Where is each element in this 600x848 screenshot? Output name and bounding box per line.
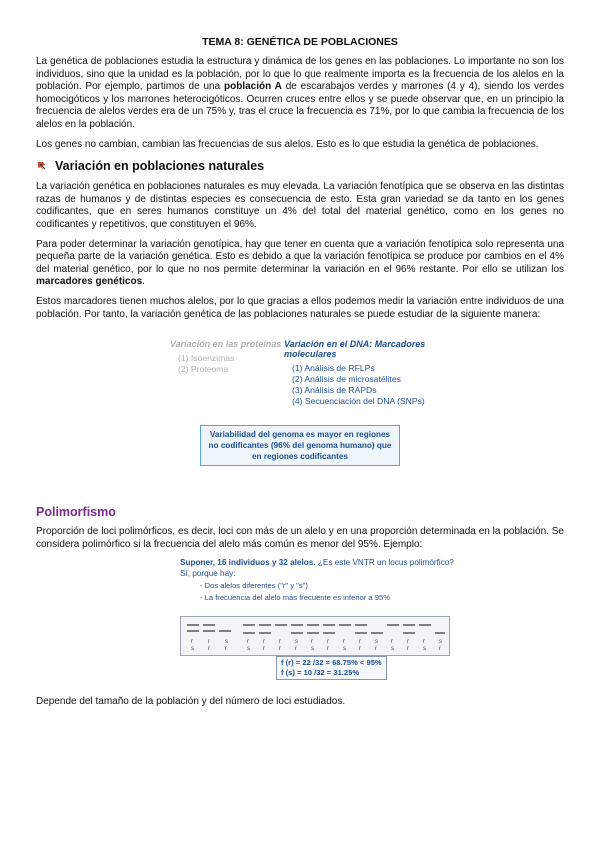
svg-text:r: r: [375, 646, 377, 653]
svg-text:s: s: [391, 646, 394, 653]
closing-paragraph: Depende del tamaño de la población y del número de loci estudiados.: [36, 696, 346, 708]
section-heading: Variación en poblaciones naturales: [36, 159, 564, 173]
svg-text:r: r: [279, 646, 281, 653]
genome-variability-box: Variabilidad del genoma es mayor en regiones no codificantes (96% del genoma humano) que en regiones codificantes: [200, 425, 400, 466]
variation-methods-figure: [158, 339, 458, 479]
svg-text:r: r: [327, 639, 329, 646]
page-title: TEMA 8: GENÉTICA DE POBLACIONES: [202, 36, 398, 48]
svg-text:s: s: [311, 646, 314, 653]
svg-text:r: r: [225, 646, 227, 653]
document-page: [36, 36, 564, 716]
dna-marker-item: (1) Análisis de RFLPs: [292, 363, 375, 374]
example-question: Suponer, 16 individuos y 32 alelos. ¿Es este VNTR un locus polimórfico?: [180, 558, 454, 568]
svg-text:s: s: [225, 639, 228, 646]
svg-text:s: s: [343, 646, 346, 653]
dna-variation-column: [284, 339, 458, 407]
markers-intro-paragraph: Para poder determinar la variación genotípica, hay que tener en cuenta que a variación fenotípica solo representa una pequeña parte de la variación genética. Esto es debido a que la variación fenotípica se produce por cambios en el 4% del material genético, por lo que no nos permite determinar la variación en el 96% restante. Por ello se utilizan los marcadores genéticos.: [36, 238, 564, 288]
protein-item: (1) Isoenzimas: [178, 353, 235, 364]
polymorphism-heading: Polimorfismo: [36, 505, 116, 520]
protein-item: (2) Proteoma: [178, 364, 229, 375]
dna-variation-heading: Variación en el DNA: Marcadores moleculares: [284, 339, 426, 360]
svg-text:r: r: [391, 639, 393, 646]
dna-marker-item: (3) Análisis de RAPDs: [292, 385, 377, 396]
svg-text:r: r: [208, 639, 210, 646]
svg-text:r: r: [439, 646, 441, 653]
svg-text:r: r: [279, 639, 281, 646]
svg-text:r: r: [359, 639, 361, 646]
svg-text:r: r: [208, 646, 210, 653]
example-bullet: - Dos alelos diferentes ("r" y "s"): [200, 581, 308, 591]
svg-text:r: r: [263, 639, 265, 646]
svg-text:s: s: [295, 639, 298, 646]
svg-text:r: r: [263, 646, 265, 653]
svg-text:s: s: [423, 646, 426, 653]
frequency-s: f (s) = 10 /32 = 31.25%: [281, 668, 360, 678]
example-answer: Sí, porque hay:: [180, 569, 236, 579]
polymorphism-example-figure: [180, 558, 454, 678]
protein-variation-heading: Variación en las proteínas: [170, 339, 282, 350]
protein-variation-column: [170, 339, 281, 375]
variation-paragraph: La variación genética en poblaciones naturales es muy elevada. La variación fenotípica que se observa en las distintas razas de humanos y de distintas especies es consecuencia de esto. Esta gran variedad se da tanto en los genes codificantes, que en seres humanos constituye un 4% del total del material genético, como en los genes no codificantes y repetitivos, que constituyen el 96%.: [36, 181, 564, 230]
example-bullet: - La frecuencia del alelo más frecuente es inferior a 95%: [200, 593, 390, 603]
svg-text:s: s: [439, 639, 442, 646]
svg-text:r: r: [423, 639, 425, 646]
svg-text:s: s: [375, 639, 378, 646]
markers-paragraph: Estos marcadores tienen muchos alelos, por lo que gracias a ellos podemos medir la variación entre individuos de una población. Por tanto, la variación genética de las poblaciones naturales se puede estudiar de la siguiente manera:: [36, 295, 564, 320]
svg-text:r: r: [191, 639, 193, 646]
svg-text:r: r: [343, 639, 345, 646]
svg-text:r: r: [407, 646, 409, 653]
allele-bands: [181, 617, 449, 655]
svg-text:r: r: [359, 646, 361, 653]
dna-marker-item: (4) Secuenciación del DNA (SNPs): [292, 396, 425, 407]
dna-marker-item: (2) Análisis de microsatélites: [292, 374, 401, 385]
svg-text:r: r: [327, 646, 329, 653]
frequency-box: [276, 656, 387, 680]
intro-paragraph: La genética de poblaciones estudia la estructura y dinámica de los genes en las poblaciones. Lo importante no son los individuos, sino que la unidad es la población, por lo que lo que realmente importa es la frecuencia de los alelos en la población. Por ejemplo, partimos de una población A de escarabajos verdes y marrones (4 y 4), siendo los verdes homocigóticos y los marrones heterocigóticos. Ocurren cruces entre ellos y se puede observar que, en un principio la frecuencia de alelos verdes era de un 75% y, tras el cruce la frecuencia es 71%, por lo que cambia la frecuencia de los alelos en la población.: [36, 56, 564, 130]
genes-paragraph: Los genes no cambian, cambian las frecuencias de sus alelos. Esto es lo que estudia la genética de poblaciones.: [36, 138, 539, 150]
frequency-r: f (r) = 22 /32 = 68.75% < 95%: [281, 658, 382, 668]
svg-text:r: r: [407, 639, 409, 646]
svg-text:r: r: [295, 646, 297, 653]
svg-text:r: r: [247, 639, 249, 646]
svg-text:r: r: [311, 639, 313, 646]
polymorphism-paragraph: Proporción de loci polimórficos, es decir, loci con más de un alelo y en una proporción determinada en la población. Se considera polimórfico si la frecuencia del alelo más común es menor del 95%. Ejemplo:: [36, 526, 564, 550]
push-pin-icon: [36, 160, 48, 172]
svg-text:s: s: [191, 646, 194, 653]
allele-band-diagram: [180, 616, 450, 656]
svg-text:s: s: [247, 646, 250, 653]
